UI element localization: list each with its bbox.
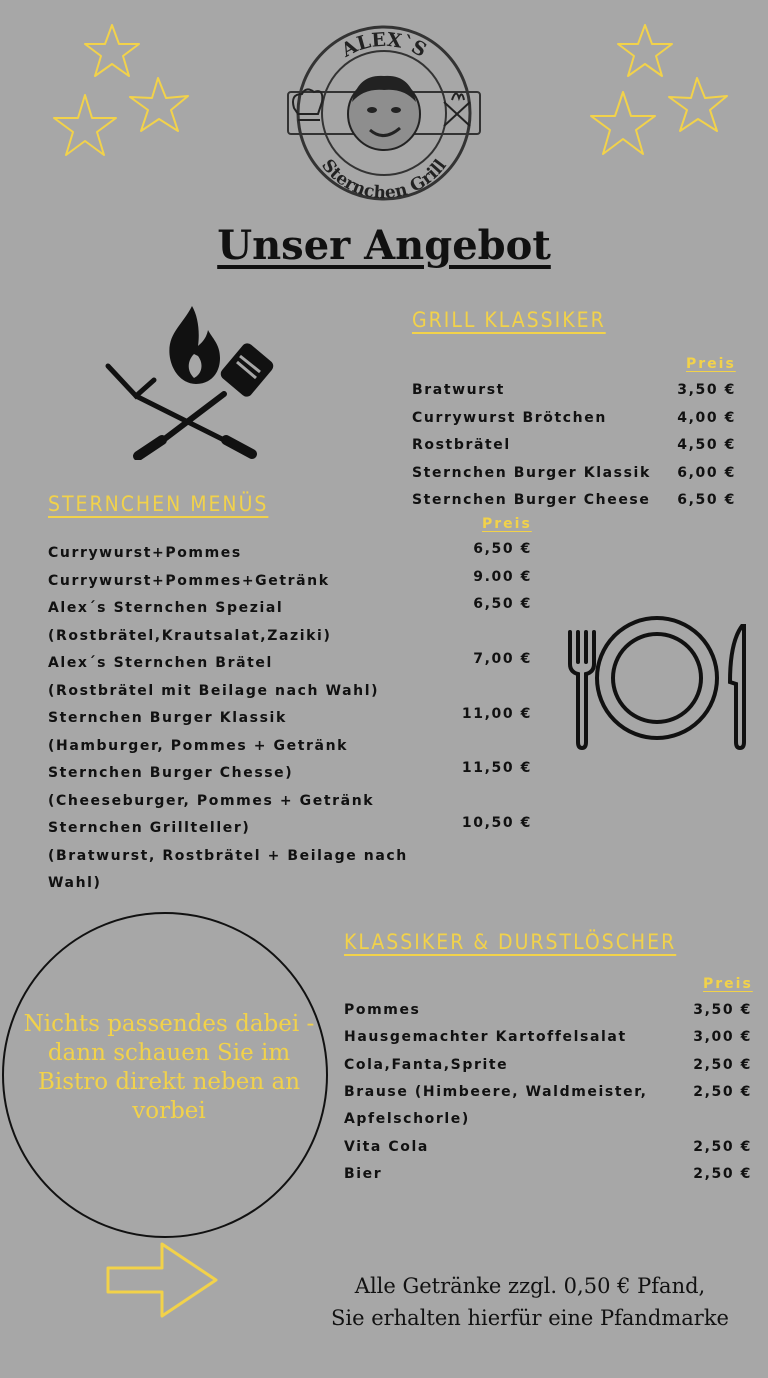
menu-line: Wahl)	[48, 875, 102, 891]
menu-item-name: Rostbrätel	[412, 437, 511, 453]
deposit-line-2: Sie erhalten hierfür eine Pfandmarke	[330, 1306, 729, 1330]
menus-heading: STERNCHEN MENÜS	[48, 492, 269, 516]
face-icon	[348, 76, 420, 150]
deposit-note	[295, 1270, 765, 1334]
menu-line: Sternchen Burger Chesse)	[48, 765, 294, 781]
menu-price: 9.00 €	[473, 569, 532, 585]
menu-price: 6,50 €	[473, 541, 532, 557]
menu-item-price: 4,50 €	[677, 437, 736, 453]
menu-line: (Cheeseburger, Pommes + Getränk	[48, 792, 375, 809]
drink-item-price: 2,50 €	[693, 1083, 752, 1100]
drinks-heading: KLASSIKER & DURSTLÖSCHER	[344, 930, 677, 954]
menu-line: Currywurst+Pommes	[48, 545, 242, 561]
menu-price: 11,00 €	[461, 706, 532, 722]
menus-preis-label: Preis	[482, 516, 532, 532]
menu-line: Currywurst+Pommes+Getränk	[48, 572, 330, 589]
grill-tools-small-icon	[444, 93, 470, 126]
grill-preis-label: Preis	[686, 356, 736, 372]
drink-item-price: 2,50 €	[693, 1138, 752, 1155]
drink-item-name: Hausgemachter Kartoffelsalat	[344, 1029, 627, 1046]
grill-heading: GRILL KLASSIKER	[412, 308, 606, 332]
logo-badge	[284, 22, 484, 204]
menu-item-name: Sternchen Burger Klassik	[412, 464, 651, 481]
deposit-line-1: Alle Getränke zzgl. 0,50 € Pfand,	[354, 1274, 706, 1298]
drink-item-name: Bier	[344, 1165, 383, 1182]
menu-item-name: Sternchen Burger Cheese	[412, 492, 651, 508]
menu-item-name: Currywurst Brötchen	[412, 409, 607, 426]
drink-item-name: Cola,Fanta,Sprite	[344, 1056, 509, 1073]
menu-price: 11,50 €	[461, 760, 532, 776]
menu-line: Alex´s Sternchen Spezial	[48, 600, 284, 616]
menu-price: 7,00 €	[473, 651, 532, 667]
stars-right-icon	[575, 20, 745, 170]
menu-line: (Bratwurst, Rostbrätel + Beilage nach	[48, 847, 408, 864]
menu-line: (Rostbrätel,Krautsalat,Zaziki)	[48, 627, 332, 644]
bistro-note: Nichts passendes dabei - dann schauen Sie im Bistro direkt neben an vorbei	[23, 1011, 315, 1124]
menu-line: (Hamburger, Pommes + Getränk	[48, 737, 349, 754]
plate-cutlery-icon	[560, 612, 754, 752]
logo-top-text: ALEX`S	[337, 28, 431, 62]
page-title: Unser Angebot	[217, 222, 551, 269]
logo-bottom-text: Sternchen Grill	[317, 155, 451, 204]
stars-left-icon	[40, 20, 210, 170]
drink-item-name: Brause (Himbeere, Waldmeister,	[344, 1083, 648, 1100]
arrow-right-icon	[104, 1240, 220, 1320]
menu-line: Sternchen Grillteller)	[48, 820, 251, 836]
drink-item-name: Apfelschorle)	[344, 1111, 470, 1128]
drink-item-price: 2,50 €	[693, 1165, 752, 1182]
menu-item-price: 6,00 €	[677, 464, 736, 481]
drink-item-name: Pommes	[344, 1002, 421, 1018]
menu-price: 6,50 €	[473, 596, 532, 612]
drink-item-price: 3,00 €	[693, 1029, 752, 1046]
menu-item-name: Bratwurst	[412, 382, 505, 398]
menu-line: Alex´s Sternchen Brätel	[48, 655, 273, 671]
drinks-preis-label: Preis	[703, 976, 753, 992]
menu-price: 10,50 €	[461, 815, 532, 831]
drink-item-price: 2,50 €	[693, 1056, 752, 1073]
drink-item-price: 3,50 €	[693, 1002, 752, 1018]
drink-item-name: Vita Cola	[344, 1138, 429, 1155]
menu-item-price: 3,50 €	[677, 382, 736, 398]
menu-line: Sternchen Burger Klassik	[48, 710, 287, 726]
menu-line: (Rostbrätel mit Beilage nach Wahl)	[48, 682, 380, 699]
menu-item-price: 4,00 €	[677, 409, 736, 426]
menu-item-price: 6,50 €	[677, 492, 736, 508]
svg-text:Sternchen Grill	[317, 156, 451, 204]
grill-tools-icon	[100, 300, 290, 460]
